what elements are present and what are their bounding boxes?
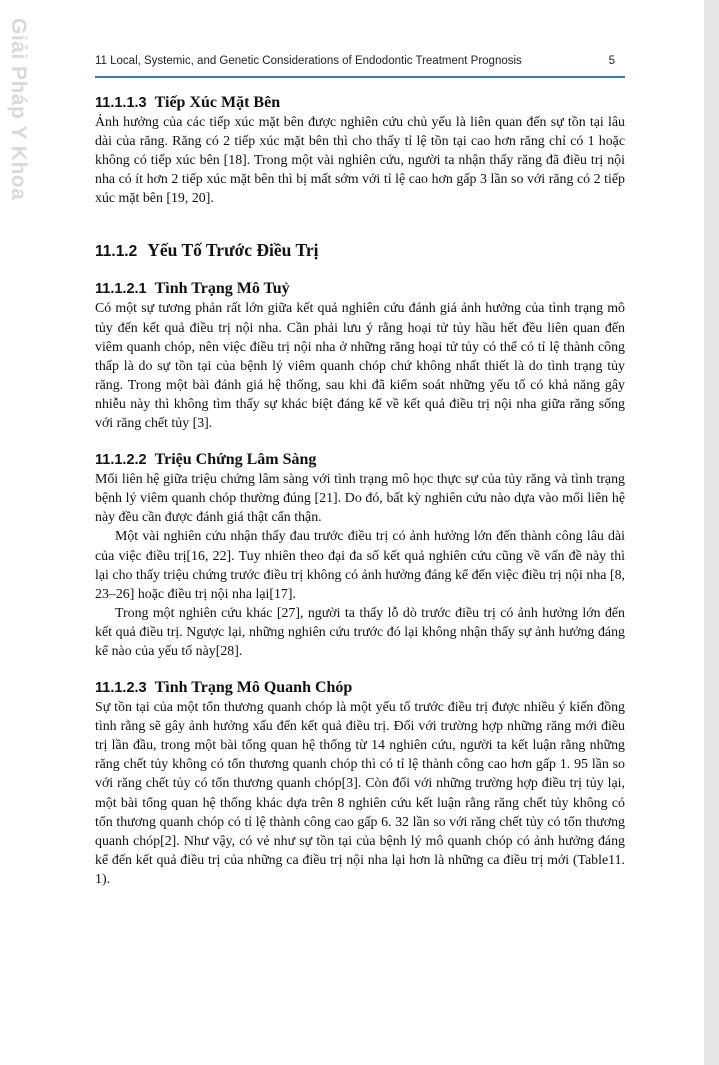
section-number: 11.1.2.3 — [95, 680, 147, 697]
viewer-background — [704, 0, 719, 1065]
section-title: Tình Trạng Mô Quanh Chóp — [154, 679, 353, 697]
watermark: Giải Pháp Y Khoa — [7, 18, 30, 201]
running-head-title: 11 Local, Systemic, and Genetic Considerations of Endodontic Treatment Prognosis — [95, 55, 522, 67]
page-content — [95, 93, 625, 889]
paragraph: Sự tồn tại của một tổn thương quanh chóp là một yếu tố trước điều trị được nhiều ý kiến đồng tình rằng sẽ gây ảnh hưởng xấu đến kết quả điều trị. Đối với trường hợp những răng mới điều trị lần đầu, trong một bài tổng quan hệ thống từ 14 nghiên cứu, người ta kết luận rằng những răng chết tủy không có tổn thương quanh chóp thì có tỉ lệ thành công cao hơn gấp 1. 95 lần so với răng chết tủy có tổn thương quanh chóp[3]. Còn đối với những trường hợp điều trị tủy lại, một bài tổng quan hệ thống khác dựa trên 8 nghiên cứu kết luận rằng răng chết tủy không có tổn thương quanh chóp có tỉ lệ thành công cao gấp 6. 32 lần so với răng chết tủy có tổn thương quanh chóp[2]. Như vậy, có vẻ như sự tồn tại của bệnh lý mô quanh chóp có ảnh hưởng đáng kể đến kết quả điều trị của những ca điều trị nội nha lại hơn là những ca điều trị mới (Table11. 1). — [95, 700, 625, 887]
paragraph: Một vài nghiên cứu nhận thấy đau trước điều trị có ảnh hưởng lớn đến thành công lâu dài của việc điều trị[16, 22]. Tuy nhiên theo đại đa số kết quả nghiên cứu cũng về vấn đề này thì lại cho thấy triệu chứng trước điều trị không có ảnh hưởng đáng kể đến việc điều trị nội nha [8, 23–26] hoặc điều trị nội nha lại[17]. — [95, 529, 625, 602]
section-heading-11113 — [95, 93, 625, 113]
section-title: Tình Trạng Mô Tuỷ — [154, 280, 290, 298]
section-title: Yếu Tố Trước Điều Trị — [147, 240, 319, 261]
section-number: 11.1.2.1 — [95, 281, 147, 298]
paragraph: Có một sự tương phản rất lớn giữa kết quả nghiên cứu đánh giá ảnh hưởng của tình trạng mô tủy đến kết quả điều trị nội nha. Cần phải lưu ý rằng hoại tử tủy hầu hết đều liên quan đến viêm quanh chóp, nên việc điều trị nội nha ở những răng hoại tử tủy có thể có tỉ lệ thành công thấp là do sự tồn tại của bệnh lý viêm quanh chóp chứ không nhất thiết là do tình trạng tủy răng. Trong một bài đánh giá hệ thống, sau khi đã kiểm soát những yếu tố có khả năng gây nhiễu này thì không tìm thấy sự khác biệt đáng kể về kết quả điều trị nội nha giữa răng sống với răng chết tủy [3]. — [95, 301, 625, 432]
section-heading-11122 — [95, 450, 625, 470]
section-number: 11.1.1.3 — [95, 95, 147, 111]
paragraph: Trong một nghiên cứu khác [27], người ta thấy lỗ dò trước điều trị có ảnh hưởng lớn đến kết quả điều trị. Ngược lại, những nghiên cứu trước đó lại không nhận thấy sự ảnh hưởng đáng kể nào của yếu tố này[28]. — [95, 605, 625, 659]
header-rule — [95, 76, 625, 78]
page-number: 5 — [608, 55, 615, 67]
paragraph: Mối liên hệ giữa triệu chứng lâm sàng với tình trạng mô học thực sự của tủy răng và tình trạng bệnh lý viêm quanh chóp thường đúng [21]. Do đó, bất kỳ nghiên cứu nào dựa vào mối liên hệ này đều cần được đánh giá thật cẩn thận. — [95, 472, 625, 526]
paragraph: Ảnh hưởng của các tiếp xúc mặt bên được nghiên cứu chủ yếu là liên quan đến sự tồn tại lâu dài của răng. Răng có 2 tiếp xúc mặt bên thì cho thấy tỉ lệ tồn tại cao hơn răng chỉ có 1 hoặc không có tiếp xúc bên [18]. Trong một vài nghiên cứu, người ta nhận thấy răng đã điều trị nội nha có ít hơn 2 tiếp xúc mặt bên thì bị mất sớm với tỉ lệ cao hơn gấp 3 lần so với răng có 2 tiếp xúc mặt bên [19, 20]. — [95, 115, 625, 207]
running-header — [95, 55, 625, 67]
section-title: Tiếp Xúc Mặt Bên — [154, 94, 281, 111]
section-heading-11123 — [95, 678, 625, 698]
section-number: 11.1.2 — [95, 243, 138, 261]
section-heading-1112 — [95, 239, 625, 263]
section-number: 11.1.2.2 — [95, 452, 147, 469]
section-heading-11121 — [95, 279, 625, 299]
section-title: Triệu Chứng Lâm Sàng — [154, 451, 317, 469]
